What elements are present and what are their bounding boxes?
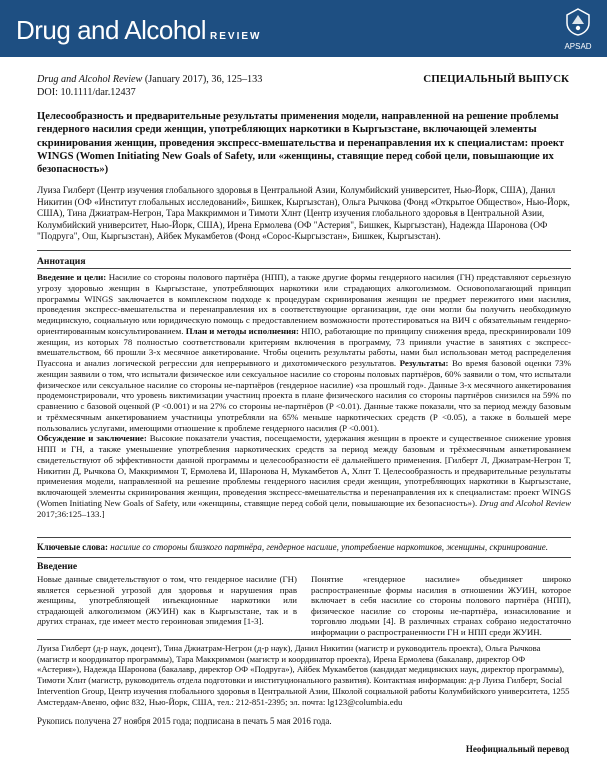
logo-label: APSAD [564, 42, 592, 51]
journal-header [0, 0, 607, 57]
special-issue-label: СПЕЦИАЛЬНЫЙ ВЫПУСК [423, 73, 569, 85]
divider-top [37, 250, 571, 251]
citation-details: (January 2017), 36, 125–133 [142, 74, 263, 85]
citation-doi: DOI: 10.1111/dar.12437 [37, 87, 136, 98]
abstract-conclusion-ref: 2017;36:125–133.] [37, 508, 105, 519]
keywords [37, 542, 571, 553]
intro-column-right: Понятие «гендерное насилие» объединяет широко распространенные формы насилия в отношении ЖУИН, которое включает в себя насилие со стороны полового партнёра (НПП), физическое насилие со стороны не-партнёра, изнасилование и торговлю людьми [4]. В различных странах собрано недостаточно информации о распространенности ГН и НПП среди ЖУИН. [311, 574, 571, 637]
intro-heading: Введение [37, 561, 78, 572]
journal-title [16, 15, 261, 46]
journal-name: Drug and Alcohol [16, 15, 207, 45]
abstract-paragraph [37, 272, 571, 433]
divider-annotation [37, 268, 571, 269]
citation-journal: Drug and Alcohol Review [37, 74, 143, 85]
abstract [37, 272, 571, 519]
author-footnote: Луиза Гилберт (д-р наук, доцент), Тина Джиатрам-Негрон (д-р наук), Данил Никитин (магистр и руководитель проекта), Ольга Рычкова (магистр и координатор программы), Тара Маккриммон (магистр и координатор проекта), Ирена Ермолева (бакалавр, директор ОФ «Астерия»), Надежда Шаронова (бакалавр, директор ОФ «Подруга»), Айбек Мукамбетов (кандидат медицинских наук, директор программы), Тимоти Хлнт (магистр, руководитель отдела подготовки и институционального развития). Контактная информация: д-р Луиза Гилберт, Social Intervention Group, Центр изучения глобального здоровья в Центральной Азии, Школой социальной работы Колумбийского университета, 1255 Амстердам-Авеню, офис 832, Нью-Йорк, США, тел.: 212-851-2395; эл. почта: lg123@columbia.edu [37, 643, 570, 707]
journal-suffix: REVIEW [210, 31, 262, 42]
intro-column-left: Новые данные свидетельствуют о том, что гендерное насилие (ГН) является серьезной угрозой для здоровья и нарушения прав женщины, употребляющей инъекционные наркотики или страдающей алкоголизмом (ЖУИН) как в Кыргызстане, так и в других странах, где имеет место героиновая эпидемия [1-3]. [37, 574, 297, 627]
abstract-results-text: Во время базовой оценки 73% женщин заявили о том, что испытали физическое или сексуальное насилие со стороны половых партнёров, 60% заявили о том, что испытали физическое или сексуальное насилие со стороны не-партнёров (гендерное насилие) «за прошлый год». Данные 3-х месячного анкетирования продемонстрировали, что уровень виктимизации участниц проекта в плане физического насилия со стороны партнёров снизился на 59% по сравнению с базовой оценкой (P <0.001) и на 27% со стороны не-партнёров (P <0.01). Данные также показали, что за период между базовым и трёхмесячным анкетированием участницы употребляли на 65% меньше наркотических средств (P <0.05), а также в большей мере пользовались услугами, имеющими отношение к проблеме гендерного насилия (P <0.001). [37, 358, 571, 433]
apsad-logo [560, 8, 596, 51]
abstract-conclusion-label: Обсуждение и заключение: [37, 433, 147, 444]
divider-footnote [37, 639, 571, 640]
article-title: Целесообразность и предварительные результаты применения модели, направленной на решение проблемы гендерного насилия среди женщин, употребляющих наркотики в Кыргызстане, включающей элементы скринирования женщин, проведения экспресс-вмешательства и перенаправления их к специалистам: проект WINGS (Women Initiating New Goals of Safety, или «женщины, ставящие перед собой цели, повышающие их безопасность») [37, 111, 565, 176]
keywords-text: насилие со стороны близкого партнёра, гендерное насилие, употребление наркотиков, женщины, скринирование. [108, 542, 549, 552]
citation [37, 73, 262, 99]
translation-note: Неофициальный перевод [465, 744, 569, 754]
abstract-conclusion-journal: Drug and Alcohol Review [479, 497, 572, 508]
abstract-design-text: НПО, работающие по принципу снижения вреда, прескринировали 109 женщин, из которых 78 полностью соответствовали критериям включения в программу, 73 приняли участие в занятиях с экспресс-вмешательством, 66 прошли 3-х месячное анкетирование. Чтобы оценить результаты работы, нами был использован метод распределения Пуассона и анализ логической регрессии для непрерывного и дихотомического результатов. [37, 325, 571, 368]
abstract-conclusion [37, 433, 571, 519]
abstract-design-label: План и методы исполнения: [183, 325, 299, 336]
keywords-label: Ключевые слова: [37, 542, 108, 552]
abstract-intro-label: Введение и цели: [37, 272, 107, 282]
author-list: Луиза Гилберт (Центр изучения глобального здоровья в Центральной Азии, Колумбийский университет, Нью-Йорк, США), Данил Никитин (ОФ «Институт глобальных исследований», Бишкек, Кыргызстан), Ольга Рычкова (Фонд «Открытое Общество», Нью-Йорк, США), Тина Джиатрам-Негрон, Тара Маккриммон и Тимоти Хлнт (Центр изучения глобального здоровья в Центральной Азии, Колумбийский университет, Нью-Йорк, США), Ирена Ермолева (ОФ "Астерия", Бишкек, Кыргызстан), Надежда Шаронова (ОФ "Подруга", Ош, Кыргызстан), Айбек Мукамбетов (Фонд «Сорос-Кыргызстан», Бишкек, Кыргызстан). [37, 186, 570, 243]
annotation-heading: Аннотация [37, 256, 86, 267]
abstract-conclusion-text: Высокие показатели участия, посещаемости, удержания женщин в проекте и существенное снижение уровня НПП и ГН, а также уменьшение употребления наркотических средств за период между базовым и трёхмесячным анкетированием свидетельствуют об эффективности данной программы и целесообразности её дальнейшего применения. [Гилберт Л, Джиатрам-Негрон Т, Никитин Д, Рычкова О, Маккриммон Т, Ермолева И, Шаронова Н, Мукамбетов А, Хлнт Т. Целесообразность и предварительные результаты применения модели, направленной на решение проблемы гендерного насилия среди женщин, употребляющих наркотики в Кыргызстане, включающей элементы скринирования женщин, проведения экспресс-вмешательства и перенаправления их к специалистам: проект WINGS (Women Initiating New Goals of Safety, или «женщины, ставящие перед собой цели, повышающие их безопасность»). [37, 433, 571, 508]
abstract-intro-text: Насилие со стороны полового партнёра (НПП), а также другие формы гендерного насилия (ГН) представляют серьезную угрозу здоровью женщин в Кыргызстане, употребляющих наркотики или страдающих алкоголизмом. Основополагающий принцип программы WINGS заключается в комплексном подходе к процедурам скринирования женщин не предмет пережитого ими насилия, проведения экспресс-вмешательства и перенаправления их в соответствующие организации, где они могли бы получить необходимую медицинскую, социальную или юридическую помощь с предоставлением возможности протестироваться на ВИЧ с обязательным гендерно-ориентированным консультированием. [37, 272, 571, 336]
apsad-emblem-icon [565, 8, 591, 36]
divider-intro [37, 557, 571, 558]
received-dates: Рукопись получена 27 ноября 2015 года; подписана в печать 5 мая 2016 года. [37, 716, 332, 726]
abstract-results-label: Результаты: [396, 358, 449, 368]
divider-keywords [37, 537, 571, 538]
